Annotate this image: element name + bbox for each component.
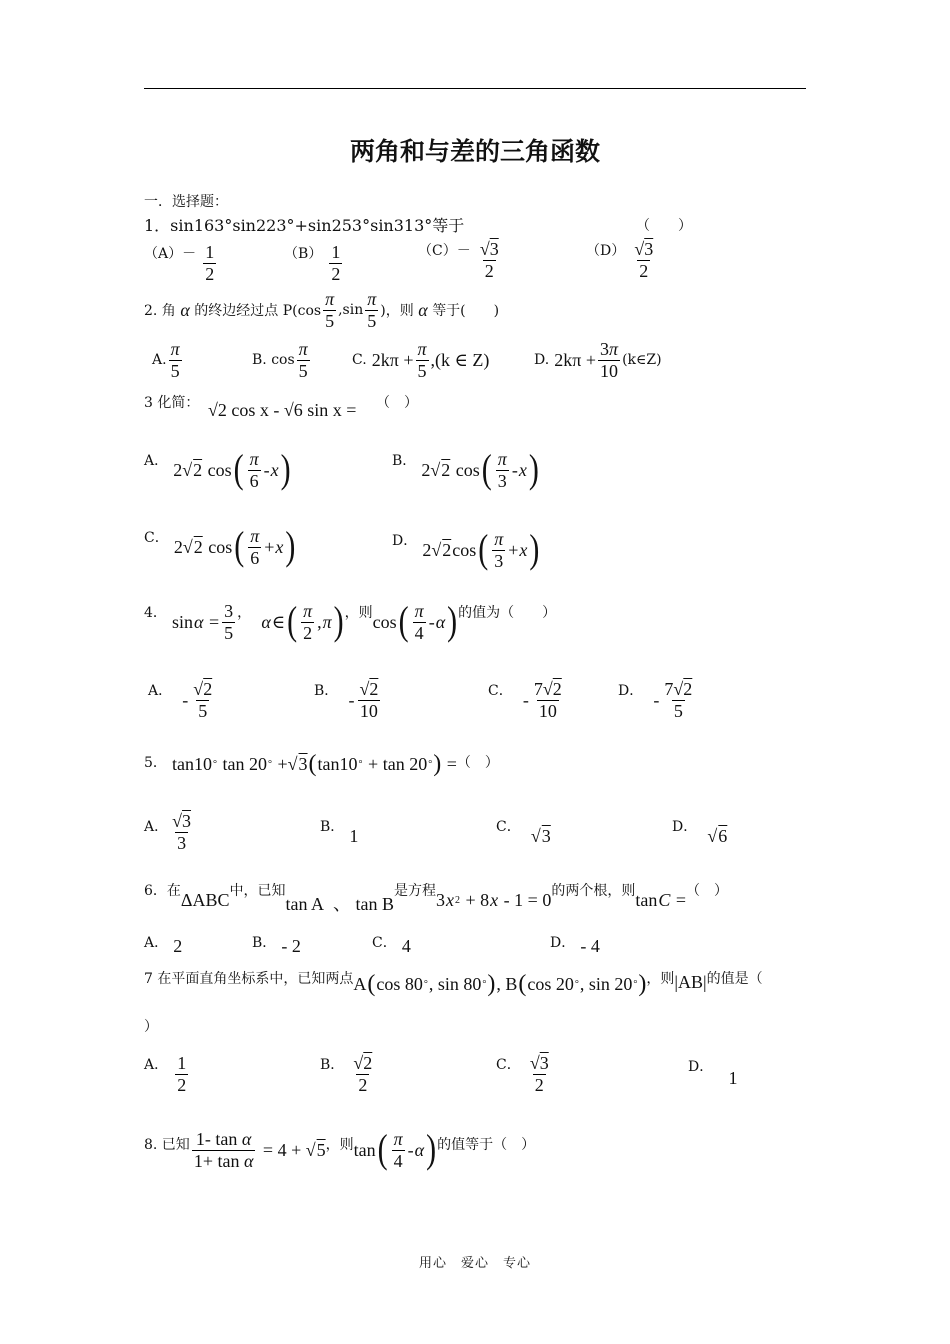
q6-stem: 6．在 ΔABC 中，已知 tan A 、 tan B 是方程 3 x 2 + 8 x - 1 = 0 的两个根，则 tan C = （ ） [144,883,728,914]
q1-option-b: （B） $\frac{1}{2}$ [284,242,341,284]
q1-stem: 1．sin163°sin223°+sin253°sin313°等于 [144,216,465,235]
q7-close-paren: ） [144,1019,158,1035]
header-rule [144,88,806,89]
q4-option-a: A． - $\frac{√2}{5}$ [148,679,213,721]
q5-option-a: A． $\frac{√3}{3}$ [144,811,192,853]
q7-stem: 7 在平面直角坐标系中，已知两点 A ( cos 80 ° , sin 80 ° ) , B ( cos 20 ° , sin 20 ° ) ，则 |AB| 的值是（ [144,971,763,997]
q8-stem: 8. 已知 $\frac{\text{1- tan α}}{\text{1+ tan α}}$ = 4 + √ 5 ，则 tan ( $\frac{\pi}{4}$ - α ) 的值等于（ ） [144,1127,536,1172]
q6-option-c: C． 4 [372,935,411,956]
q3-option-c: C． 2√ 2 cos ( $\frac{\pi}{6}$ + x ) [144,524,296,569]
q1-option-a: （A）－ $\frac{1}{2}$ [144,242,215,284]
q3-expression: √2 cos x - √6 sin x = [208,400,357,420]
q1-answer-paren: （ ） [636,218,692,234]
q6-option-b: B． - 2 [252,935,301,956]
q1-option-c: （C）－ $\frac{√3}{2}$ [418,239,499,281]
q3-option-a: A． 2√ 2 cos ( $\frac{\pi}{6}$ - x ) [144,447,291,492]
q6-option-a: A． 2 [144,935,183,956]
q1-option-d: （D） $\frac{√3}{2}$ [586,239,654,281]
q7-option-b: B． $\frac{√2}{2}$ [320,1053,373,1095]
q5-option-b: B． 1 [320,819,359,846]
q2-option-c: C. 2kπ + $\frac{\pi}{5}$ ,(k ∈ Z) [352,339,490,381]
q5-stem: 5． tan10 ° tan 20 ° +√ 3 ( tan10 ° + tan 20 ° ) = （ ） [144,751,499,777]
q5-option-c: C． √ 3 [496,819,551,846]
page-title: 两角和与差的三角函数 [349,137,600,166]
q6-option-d: D． - 4 [550,935,600,956]
section-heading: 一．选择题： [144,194,228,210]
q2-stem: 2. 角 α 的终边经过点 P(cos $\frac{\pi}{5}$ ,sin $\frac{\pi}{5}$ )，则 α 等于( ) [144,289,500,331]
q3-answer-paren: （ ） [376,395,418,411]
q7-option-d: D． 1 [688,1059,738,1088]
q7-option-a: A． $\frac{1}{2}$ [144,1053,187,1095]
q3-option-d: D． 2√ 2 cos ( $\frac{\pi}{3}$ + x ) [392,527,540,572]
q3-stem: 3 化简： [144,395,200,411]
q7-option-c: C． $\frac{√3}{2}$ [496,1053,549,1095]
q2-option-b: B. cos $\frac{\pi}{5}$ [252,339,308,381]
q4-option-d: D． - $\frac{7√2}{5}$ [618,679,693,721]
q4-option-b: B． - $\frac{√2}{10}$ [314,679,379,721]
page-footer: 用心 爱心 专心 [418,1256,531,1271]
q3-option-b: B． 2√ 2 cos ( $\frac{\pi}{3}$ - x ) [392,447,539,492]
q5-option-d: D． √ 6 [672,819,728,846]
q2-option-d: D. 2kπ + $\frac{3\pi}{10}$ (k∈Z) [534,339,662,381]
q2-option-a: A. $\frac{\pi}{5}$ [152,339,180,381]
q4-option-c: C． - $\frac{7√2}{10}$ [488,679,562,721]
q4-stem: 4． sin α = $\frac{3}{5}$ ， α ∈ ( $\frac{\pi}{2}$ , π ) ，则 cos ( $\frac{\pi}{4}$ - α ) 的值为（ ） [144,599,557,644]
